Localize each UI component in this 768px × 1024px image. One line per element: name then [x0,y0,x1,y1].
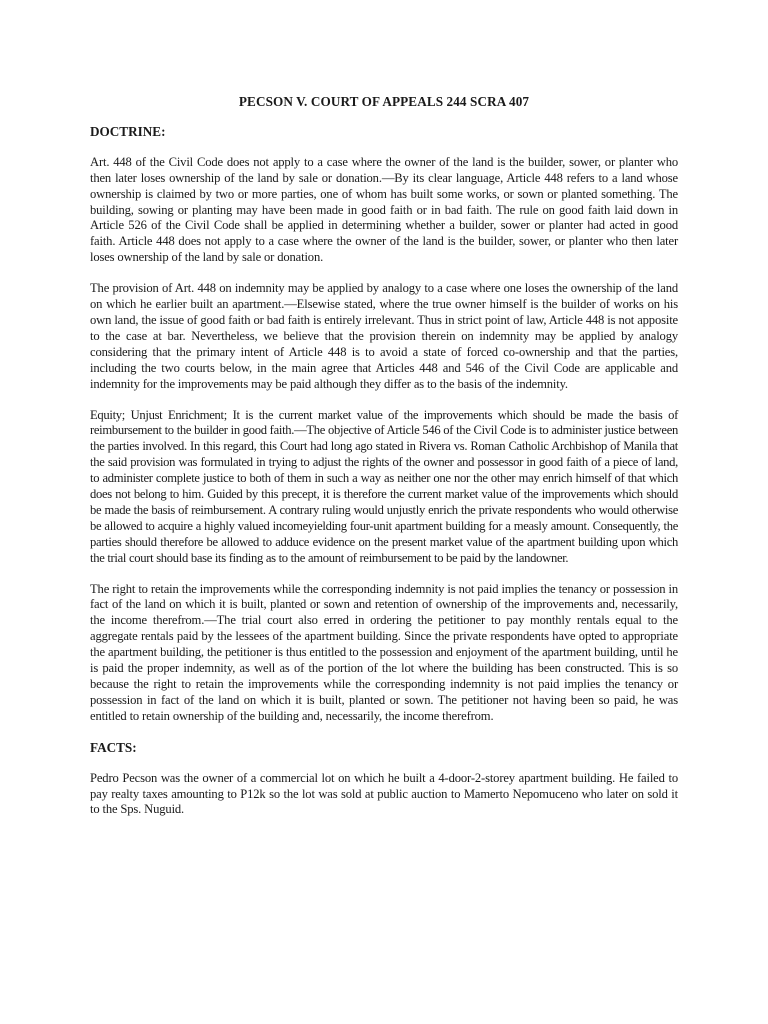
doctrine-paragraph-4: The right to retain the improvements while the corresponding indemnity is not paid implies the tenancy or possession in fact of the land on which it is built, planted or sown and retention of ownership of the improvements and, necessarily, the income therefrom.—The trial court also erred in ordering the petitioner to pay monthly rentals equal to the aggregate rentals paid by the lessees of the apartment building. Since the private respondents have opted to appropriate the apartment building, the petitioner is thus entitled to the possession and enjoyment of the apartment building, until he is paid the proper indemnity, as well as of the portion of the lot where the building has been constructed. This is so because the right to retain the improvements while the corresponding indemnity is not paid implies the tenancy or possession in fact of the land on which it is built, planted or sown. The petitioner not having been so paid, he was entitled to retain ownership of the building and, necessarily, the income therefrom. [90,581,678,723]
facts-paragraph-1: Pedro Pecson was the owner of a commercial lot on which he built a 4-door-2-storey apartment building. He failed to pay realty taxes amounting to P12k so the lot was sold at public auction to Mamerto Nepomuceno who later on sold it to the Sps. Nuguid. [90,770,678,817]
doctrine-paragraph-1: Art. 448 of the Civil Code does not apply to a case where the owner of the land is the builder, sower, or planter who then later loses ownership of the land by sale or donation.—By its clear language, Article 448 refers to a land whose ownership is claimed by two or more parties, one of whom has built some works, or sown or planted something. The building, sowing or planting may have been made in good faith or in bad faith. The rule on good faith laid down in Article 526 of the Civil Code shall be applied in determining whether a builder, sower or planter had acted in good faith. Article 448 does not apply to a case where the owner of the land is the builder, sower, or planter who then later loses ownership of the land by sale or donation. [90,154,678,265]
doctrine-paragraph-2: The provision of Art. 448 on indemnity may be applied by analogy to a case where one loses the ownership of the land on which he earlier built an apartment.—Elsewise stated, where the true owner himself is the builder of works on his own land, the issue of good faith or bad faith is entirely irrelevant. Thus in strict point of law, Article 448 is not apposite to the case at bar. Nevertheless, we believe that the provision therein on indemnity may be applied by analogy considering that the primary intent of Article 448 is to avoid a state of forced co-ownership and that the parties, including the two courts below, in the main agree that Articles 448 and 546 of the Civil Code are applicable and indemnity for the improvements may be paid although they differ as to the basis of the indemnity. [90,281,678,391]
facts-heading: FACTS: [90,739,137,755]
document-body [90,94,678,833]
document-title: PECSON V. COURT OF APPEALS 244 SCRA 407 [238,94,530,109]
doctrine-paragraph-3: Equity; Unjust Enrichment; It is the current market value of the improvements which should be made the basis of reimbursement to the builder in good faith.—The objective of Article 546 of the Civil Code is to administer justice between the parties involved. In this regard, this Court had long ago stated in Rivera vs. Roman Catholic Archbishop of Manila that the said provision was formulated in trying to adjust the rights of the owner and possessor in good faith of a piece of land, to administer complete justice to both of them in such a way as neither one nor the other may enrich himself of that which does not belong to him. Guided by this precept, it is therefore the current market value of the improvements which should be made the basis of reimbursement. A contrary ruling would unjustly enrich the private respondents who would otherwise be allowed to acquire a highly valued incomeyielding four-unit apartment building for a measly amount. Consequently, the parties should therefore be allowed to adduce evidence on the present market value of the apartment building upon which the trial court should base its finding as to the amount of reimbursement to be paid by the landowner. [90,407,678,565]
doctrine-heading: DOCTRINE: [90,123,166,139]
